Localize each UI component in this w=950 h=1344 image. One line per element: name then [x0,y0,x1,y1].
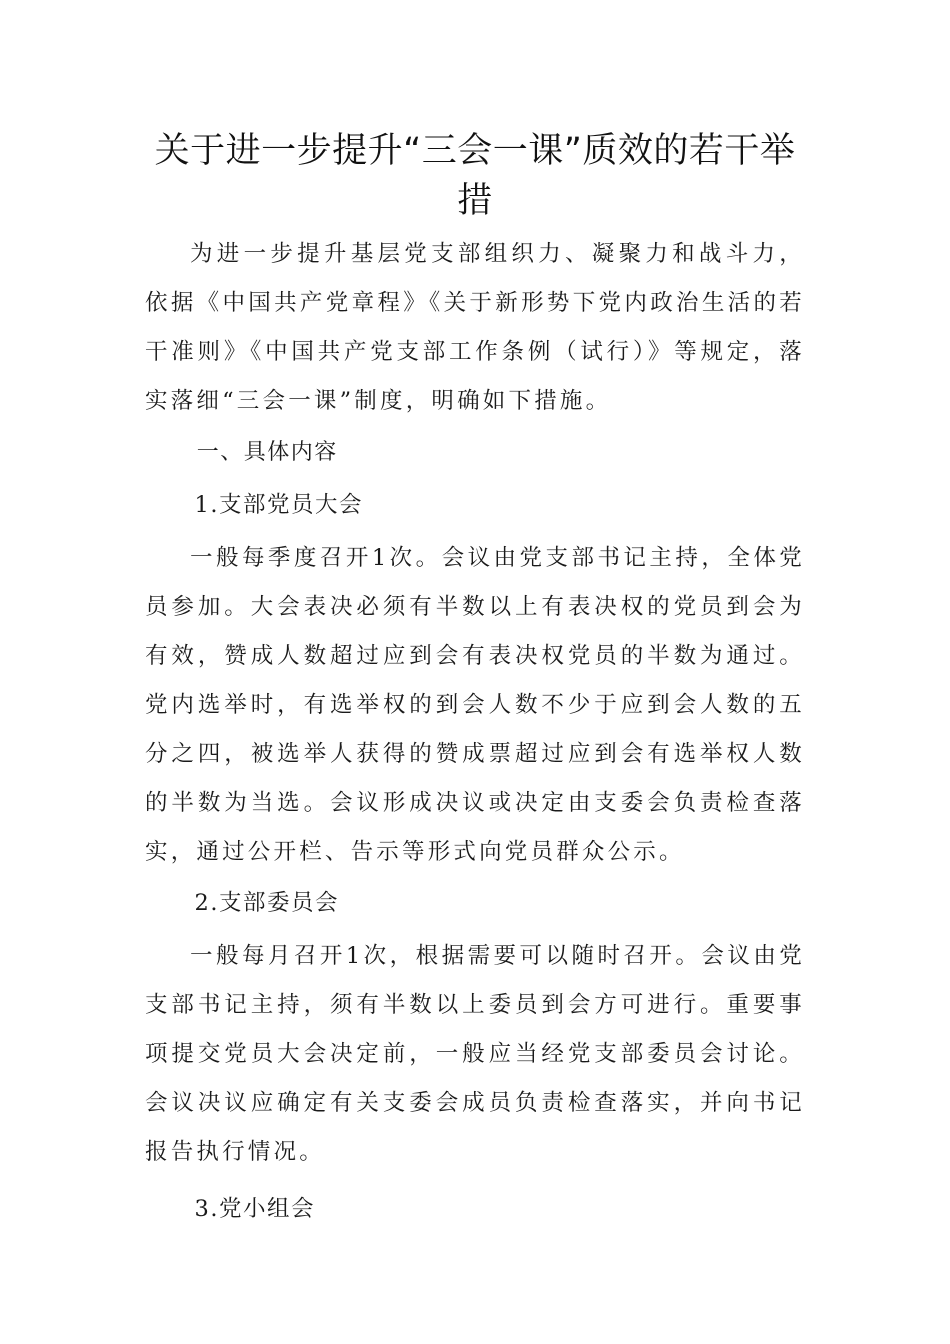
item-2-heading: 2.支部委员会 [194,890,339,916]
document-title: 关于进一步提升“三会一课”质效的若干举措 [154,131,796,221]
intro-paragraph: 为进一步提升基层党支部组织力、凝聚力和战斗力，依据《中国共产党章程》《关于新形势下党内政治生活的若干准则》《中国共产党支部工作条例（试行）》等规定，落实落细“三会一课”制度，明确如下措施。 [145,241,805,414]
item-3-heading: 3.党小组会 [194,1196,315,1222]
item-1-paragraph: 一般每季度召开1次。会议由党支部书记主持，全体党员参加。大会表决必须有半数以上有表决权的党员到会为有效，赞成人数超过应到会有表决权党员的半数为通过。党内选举时，有选举权的到会人数不少于应到会人数的五分之四，被选举人获得的赞成票超过应到会有选举权人数的半数为当选。会议形成决议或决定由支委会负责检查落实，通过公开栏、告示等形式向党员群众公示。 [145,545,805,865]
item-2-paragraph: 一般每月召开1次，根据需要可以随时召开。会议由党支部书记主持，须有半数以上委员到会方可进行。重要事项提交党员大会决定前，一般应当经党支部委员会讨论。会议决议应确定有关支委会成员负责检查落实，并向书记报告执行情况。 [145,943,805,1165]
section-heading: 一、具体内容 [196,440,338,465]
item-1-heading: 1.支部党员大会 [194,492,363,518]
document-body [145,230,805,1238]
